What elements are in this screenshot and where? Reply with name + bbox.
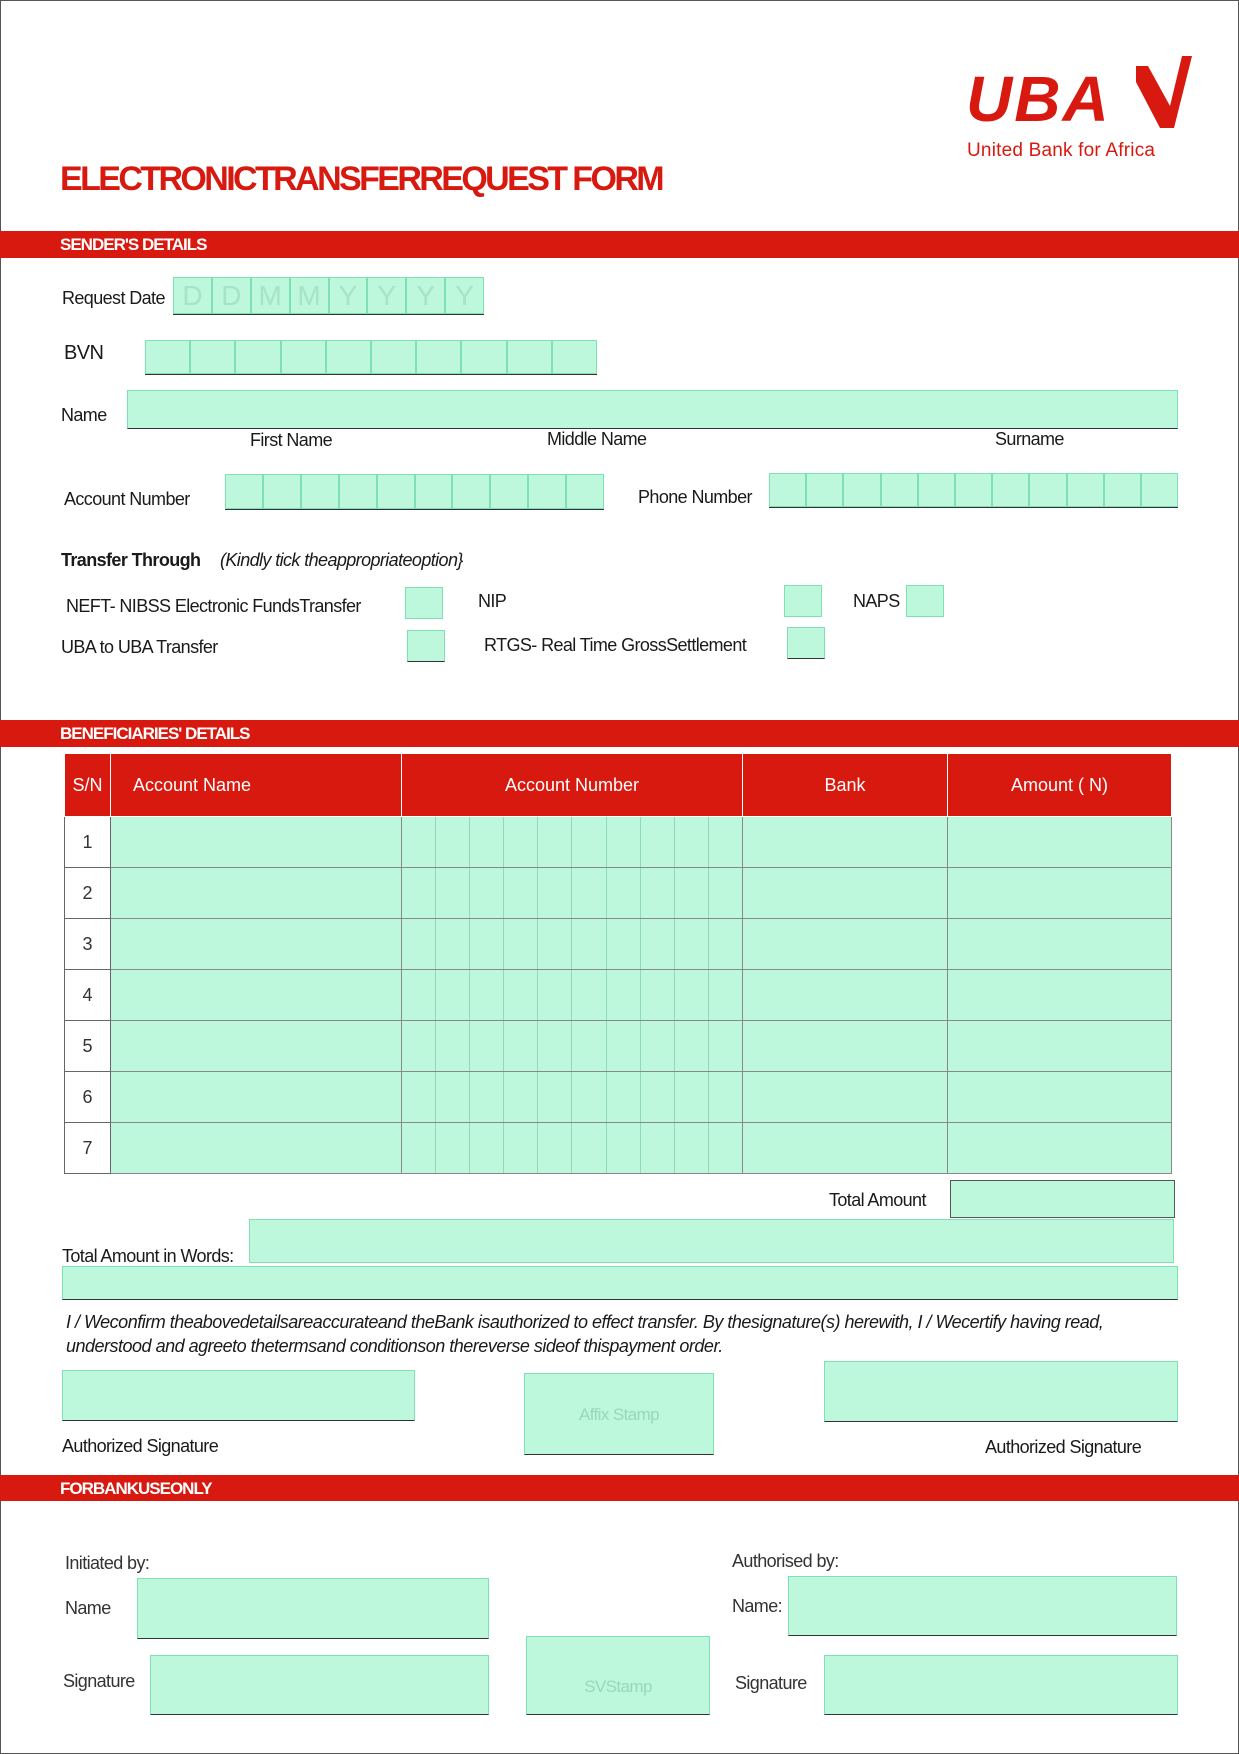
bank-cell[interactable] [743,817,948,868]
transfer-hint: (Kindly tick theappropriateoption} [220,550,463,570]
bank-cell[interactable] [743,919,948,970]
bank-cell[interactable] [743,1123,948,1174]
sender-section-header: SENDER'S DETAILS [0,231,1239,258]
request-date-label: Request Date [62,288,165,308]
account-number-cell[interactable] [402,1123,743,1174]
uba-logo [960,52,1200,162]
row-number: 5 [65,1021,111,1072]
initiated-by-label: Initiated by: [65,1553,150,1573]
bank-cell[interactable] [743,868,948,919]
account-name-cell[interactable] [111,868,402,919]
name-label: Name [61,405,107,425]
beneficiaries-table [64,753,1172,1174]
account-name-cell[interactable] [111,817,402,868]
neft-checkbox[interactable] [405,587,443,619]
col-bank: Bank [743,754,948,817]
bvn-input[interactable] [145,340,597,375]
rtgs-option-label: RTGS- Real Time GrossSettlement [484,635,747,655]
nip-checkbox[interactable] [784,585,822,617]
authoriser-signature-label: Signature [735,1673,807,1693]
transfer-through-label: Transfer Through [61,550,201,570]
date-cell[interactable]: D [212,277,251,314]
naps-option-label: NAPS [853,591,900,611]
account-number-cell[interactable] [402,1072,743,1123]
bank-cell[interactable] [743,1072,948,1123]
row-number: 3 [65,919,111,970]
date-cell[interactable]: Y [329,277,368,314]
account-name-cell[interactable] [111,970,402,1021]
account-name-cell[interactable] [111,1021,402,1072]
uba-checkbox[interactable] [407,630,445,662]
amount-cell[interactable] [948,817,1172,868]
table-row [65,919,1172,970]
row-number: 7 [65,1123,111,1174]
account-name-cell[interactable] [111,919,402,970]
date-cell[interactable]: Y [406,277,445,314]
col-amount: Amount ( N) [948,754,1172,817]
name-input[interactable] [127,390,1178,429]
request-date-input[interactable] [173,277,484,315]
col-account-name: Account Name [111,754,402,817]
authorized-signature-right-input[interactable] [824,1361,1178,1422]
table-row [65,1123,1172,1174]
account-number-label: Account Number [64,489,190,509]
total-amount-label: Total Amount [829,1190,926,1210]
table-row [65,868,1172,919]
authorized-signature-right-label: Authorized Signature [985,1437,1142,1457]
initiator-name-input[interactable] [137,1578,489,1639]
form-title: ELECTRONICTRANSFERREQUEST FORM [60,160,663,198]
phone-number-input[interactable] [769,473,1178,508]
initiator-signature-label: Signature [63,1671,135,1691]
col-account-number: Account Number [402,754,743,817]
bank-cell[interactable] [743,970,948,1021]
total-words-label: Total Amount in Words: [62,1246,234,1266]
account-name-cell[interactable] [111,1072,402,1123]
date-cell[interactable]: Y [445,277,484,314]
date-cell[interactable]: M [290,277,329,314]
naps-checkbox[interactable] [906,585,944,617]
row-number: 4 [65,970,111,1021]
account-number-cell[interactable] [402,817,743,868]
account-name-cell[interactable] [111,1123,402,1174]
amount-cell[interactable] [948,1072,1172,1123]
date-cell[interactable]: M [251,277,290,314]
total-words-input-line2[interactable] [62,1266,1178,1300]
account-number-cell[interactable] [402,970,743,1021]
nip-option-label: NIP [478,591,507,611]
amount-cell[interactable] [948,970,1172,1021]
table-row [65,970,1172,1021]
logo-subtitle: United Bank for Africa [967,140,1156,161]
bank-use-section-header: FORBANKUSEONLY [0,1475,1239,1501]
first-name-label: First Name [250,430,333,450]
row-number: 2 [65,868,111,919]
phone-number-label: Phone Number [638,487,752,507]
affix-stamp-label: Affix Stamp [578,1405,659,1424]
disclaimer-text: I / Weconfirm theabovedetailsareaccurateand theBank isauthorized to effect transfer. By thesignature(s) herewith, I / Wecertify having read, understood and agreeto thetermsand conditionson thereverse sideof thispayment order. [66,1312,1104,1356]
table-row [65,817,1172,868]
amount-cell[interactable] [948,919,1172,970]
sv-stamp-label: SVStamp [584,1677,652,1696]
authoriser-name-label: Name: [732,1596,783,1616]
account-number-input[interactable] [225,474,604,510]
table-row [65,1072,1172,1123]
col-sn: S/N [65,754,111,817]
total-amount-input[interactable] [950,1180,1175,1218]
neft-option-label: NEFT- NIBSS Electronic FundsTransfer [66,596,361,616]
authoriser-name-input[interactable] [788,1576,1177,1636]
account-number-cell[interactable] [402,1021,743,1072]
rtgs-checkbox[interactable] [787,627,825,659]
amount-cell[interactable] [948,1123,1172,1174]
affix-stamp-box[interactable] [524,1373,714,1455]
initiator-signature-input[interactable] [150,1655,489,1715]
middle-name-label: Middle Name [547,429,647,449]
row-number: 6 [65,1072,111,1123]
amount-cell[interactable] [948,1021,1172,1072]
row-number: 1 [65,817,111,868]
authorised-by-label: Authorised by: [732,1551,839,1571]
uba-option-label: UBA to UBA Transfer [61,637,218,657]
authoriser-signature-input[interactable] [824,1655,1178,1715]
logo-text: UBA [966,63,1111,135]
account-number-cell[interactable] [402,868,743,919]
logo-mark-icon [1124,54,1194,130]
table-row [65,1021,1172,1072]
total-words-input-line1[interactable] [249,1219,1174,1263]
account-number-cell[interactable] [402,919,743,970]
amount-cell[interactable] [948,868,1172,919]
initiator-name-label: Name [65,1598,111,1618]
date-cell[interactable]: D [173,277,212,314]
authorized-signature-left-label: Authorized Signature [62,1436,219,1456]
surname-label: Surname [995,429,1064,449]
bank-cell[interactable] [743,1021,948,1072]
beneficiaries-section-header: BENEFICIARIES' DETAILS [0,720,1239,747]
bvn-label: BVN [64,342,104,364]
date-cell[interactable]: Y [367,277,406,314]
authorized-signature-left-input[interactable] [62,1370,415,1421]
sv-stamp-box[interactable] [526,1636,710,1715]
